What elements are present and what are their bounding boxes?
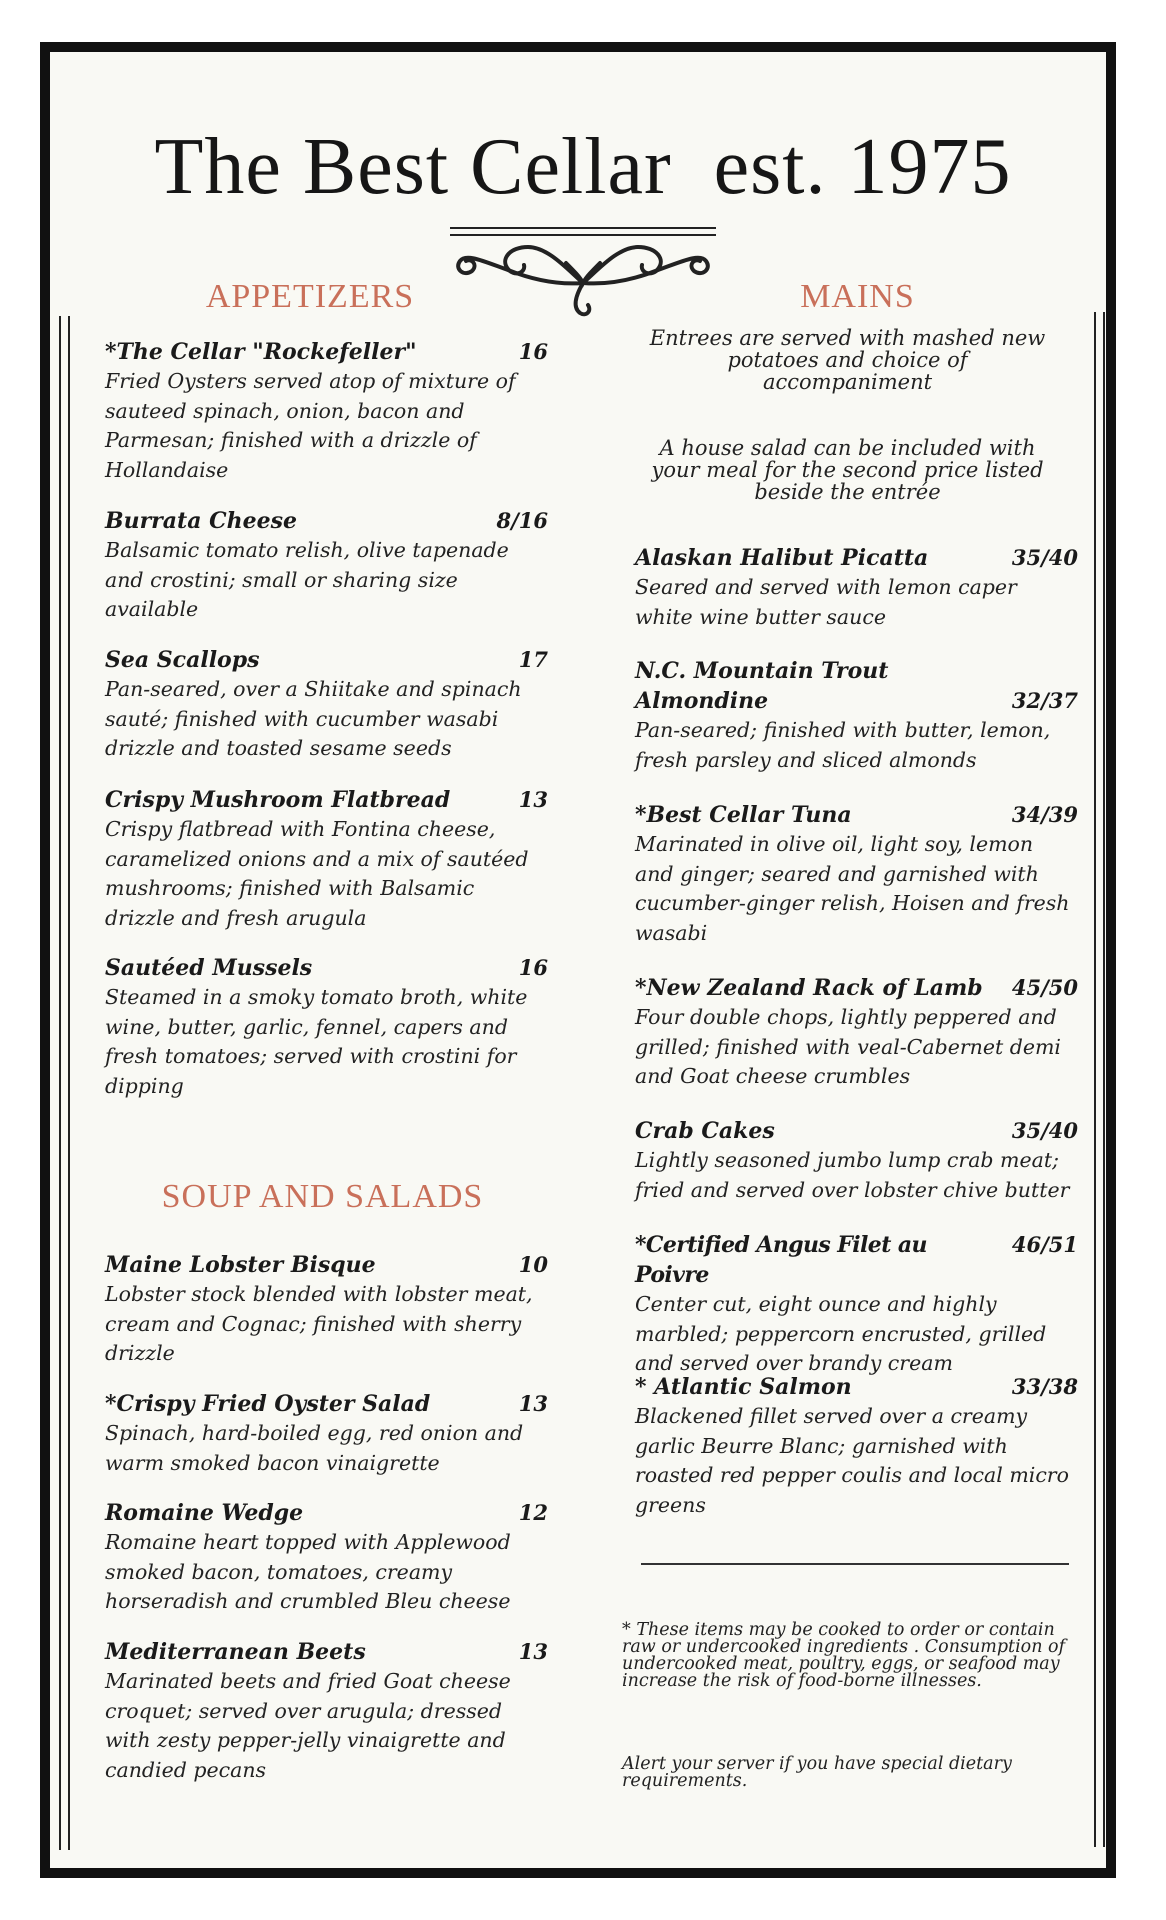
left-rule-inner — [68, 316, 70, 1850]
item-price: 12 — [518, 1500, 548, 1525]
item-name: * Atlantic Salmon — [635, 1374, 852, 1400]
item-name: Sea Scallops — [105, 647, 260, 673]
item-name: *Best Cellar Tuna — [635, 802, 852, 828]
item-price: 35/40 — [1011, 545, 1078, 570]
item-price: 16 — [518, 955, 548, 980]
item-description: Pan-seared; finished with butter, lemon, fresh parsley and sliced almonds — [635, 718, 1051, 772]
item-description: Seared and served with lemon caper white wine butter sauce — [635, 575, 1017, 629]
raw-food-disclaimer: * These items may be cooked to order or contain raw or undercooked ingredients . Consumption of undercooked meat, poultry, eggs, or seafood may increase the risk of food-borne illnesses. — [622, 1620, 1066, 1691]
item-description: Lightly seasoned jumbo lump crab meat; fried and served over lobster chive butter — [635, 1148, 1070, 1202]
menu-item — [105, 645, 548, 764]
item-description: Center cut, eight ounce and highly marbled; peppercorn encrusted, grilled and served over brandy cream — [635, 1292, 1047, 1375]
item-name: Romaine Wedge — [105, 1500, 304, 1526]
mains-serving-note: Entrees are served with mashed new potatoes and choice of accompaniment — [649, 326, 1046, 394]
item-description: Marinated in olive oil, light soy, lemon and ginger; seared and garnished with cucumber-ginger relish, Hoisen and fresh wasabi — [635, 832, 1070, 945]
mains-heading: MAINS — [800, 278, 915, 315]
item-price: 17 — [518, 647, 548, 672]
mains-salad-note: A house salad can be included with your meal for the second price listed beside the entrée — [651, 436, 1044, 504]
item-description: Pan-seared, over a Shiitake and spinach sauté; finished with cucumber wasabi drizzle and toasted sesame seeds — [105, 677, 522, 760]
item-description: Marinated beets and fried Goat cheese croquet; served over arugula; dressed with zesty pepper-jelly vinaigrette and candied pecans — [105, 1669, 511, 1782]
item-price: 32/37 — [1011, 688, 1078, 713]
appetizers-heading: APPETIZERS — [205, 278, 415, 315]
menu-item — [105, 1250, 548, 1369]
item-name: *Crispy Fried Oyster Salad — [105, 1391, 431, 1417]
menu-item — [635, 1372, 1078, 1520]
item-description: Steamed in a smoky tomato broth, white wine, butter, garlic, fennel, capers and fresh tomatoes; served with crostini for dipping — [105, 985, 528, 1098]
left-rule-outer — [59, 316, 61, 1850]
menu-item — [635, 543, 1078, 632]
item-description: Blackened fillet served over a creamy garlic Beurre Blanc; garnished with roasted red pepper coulis and local micro greens — [635, 1404, 1069, 1517]
menu-item — [635, 1230, 1078, 1379]
item-name: Crab Cakes — [635, 1118, 775, 1144]
item-price: 33/38 — [1011, 1374, 1078, 1399]
item-name: Mediterranean Beets — [105, 1639, 366, 1665]
right-rule-outer — [1103, 312, 1105, 1847]
item-description: Fried Oysters served atop of mixture of sauteed spinach, onion, bacon and Parmesan; finished with a drizzle of Hollandaise — [105, 369, 516, 482]
item-description: Crispy flatbread with Fontina cheese, caramelized onions and a mix of sautéed mushrooms; finished with Balsamic drizzle and fresh arugula — [105, 817, 529, 930]
right-rule-inner — [1094, 312, 1096, 1847]
item-price: 16 — [518, 339, 548, 364]
menu-item — [635, 973, 1078, 1092]
item-price: 46/51 — [1011, 1232, 1078, 1257]
dietary-alert: Alert your server if you have special dietary requirements. — [622, 1754, 1012, 1791]
item-price: 13 — [518, 787, 548, 812]
menu-item — [105, 1498, 548, 1617]
item-name: Maine Lobster Bisque — [105, 1252, 376, 1278]
menu-item — [105, 953, 548, 1101]
item-description: Spinach, hard-boiled egg, red onion and warm smoked bacon vinaigrette — [105, 1421, 524, 1475]
item-name: *The Cellar "Rockefeller" — [105, 339, 417, 365]
menu-item — [105, 506, 548, 625]
item-name: *Certified Angus Filet au Poivre — [635, 1232, 927, 1288]
ornament-flourish-icon — [448, 225, 718, 320]
menu-item — [105, 1389, 548, 1478]
menu-item — [105, 1637, 548, 1785]
item-name: N.C. Mountain Trout Almondine — [635, 658, 889, 714]
menu-item — [105, 785, 548, 933]
item-price: 13 — [518, 1391, 548, 1416]
restaurant-title: The Best Cellar est. 1975 — [154, 123, 1012, 211]
menu-item — [105, 337, 548, 485]
item-price: 45/50 — [1011, 975, 1078, 1000]
item-price: 10 — [518, 1252, 548, 1277]
menu-item — [635, 800, 1078, 948]
item-description: Lobster stock blended with lobster meat, cream and Cognac; finished with sherry drizzle — [105, 1282, 533, 1365]
item-price: 34/39 — [1011, 802, 1078, 827]
item-description: Romaine heart topped with Applewood smoked bacon, tomatoes, creamy horseradish and crumbled Bleu cheese — [105, 1530, 511, 1613]
item-price: 13 — [518, 1639, 548, 1664]
menu-item — [635, 656, 1078, 775]
item-name: *New Zealand Rack of Lamb — [635, 975, 983, 1001]
item-description: Balsamic tomato relish, olive tapenade and crostini; small or sharing size available — [105, 538, 509, 621]
soups-heading: SOUP AND SALADS — [161, 1178, 484, 1215]
item-name: Crispy Mushroom Flatbread — [105, 787, 451, 813]
item-price: 8/16 — [496, 508, 548, 533]
menu-item — [635, 1116, 1078, 1205]
divider — [641, 1563, 1069, 1565]
item-description: Four double chops, lightly peppered and grilled; finished with veal-Cabernet demi and Goat cheese crumbles — [635, 1005, 1061, 1088]
item-name: Burrata Cheese — [105, 508, 297, 534]
item-name: Alaskan Halibut Picatta — [635, 545, 929, 571]
item-name: Sautéed Mussels — [105, 955, 313, 981]
item-price: 35/40 — [1011, 1118, 1078, 1143]
